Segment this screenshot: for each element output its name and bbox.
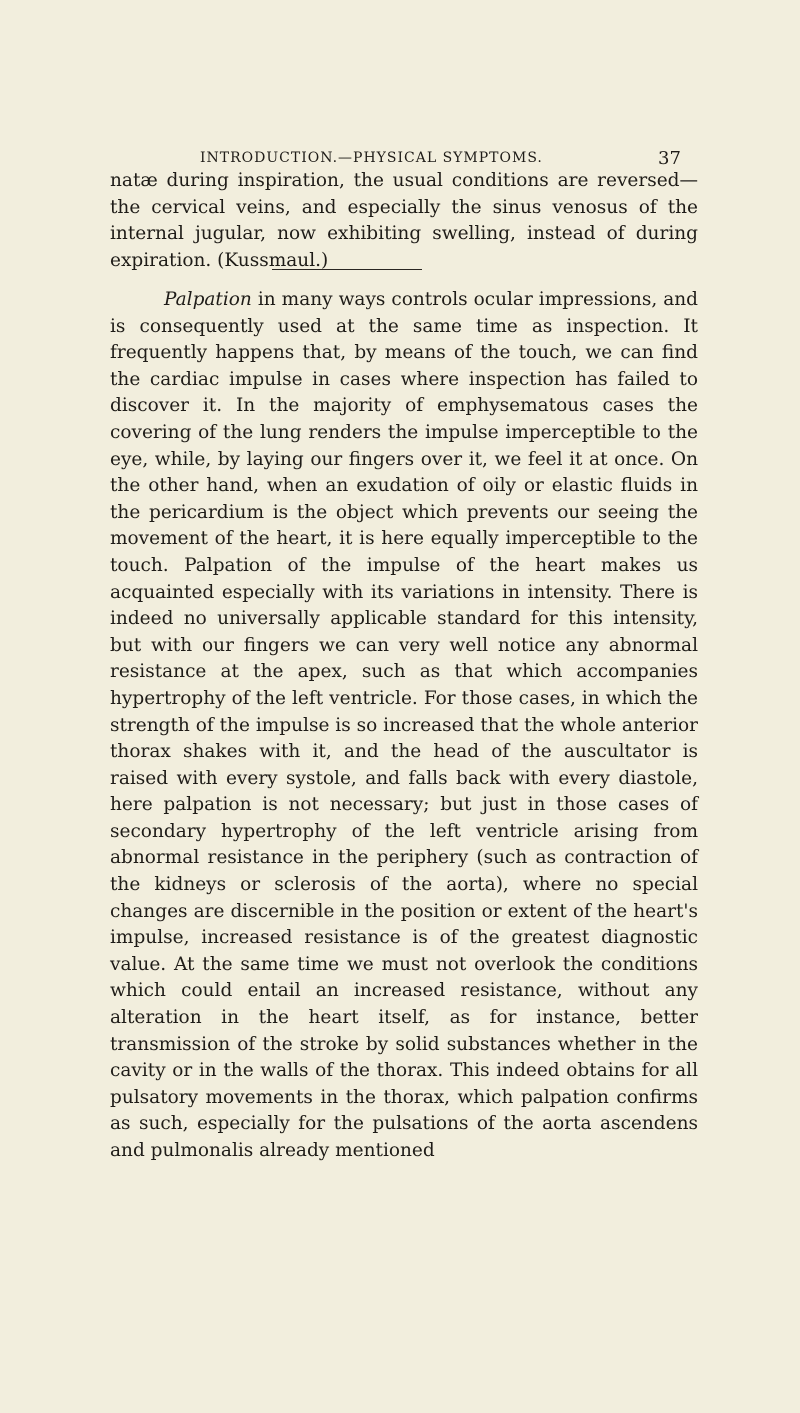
paragraph-text: in many ways controls ocular impressions, and is consequently used at the same time as inspection. It frequently happens that, by means of the touch, we can find the cardiac impulse in cases where inspection has failed to discover it. In the majority of emphysematous cases the covering of the lung renders the impulse imperceptible to the eye, while, by laying our fingers over it, we feel it at once. On the other hand, when an exudation of oily or elastic fluids in the pericardium is the object which prevents our seeing the movement of the heart, it is here equally imperceptible to the touch. Palpation of the impulse of the heart makes us acquainted especially with its variations in intensity. There is indeed no universally applicable standard for this intensity, but with our fingers we can very well notice any abnormal resistance at the apex, such as that which accompanies hypertrophy of the left ventricle. For those cases, in which the strength of the impulse is so increased that the whole anterior thorax shakes with it, and the head of the auscultator is raised with every systole, and falls back with every diastole, here palpation is not necessary; but just in those cases of secondary hypertrophy of the left ventricle arising from abnormal resistance in the periphery (such as contraction of the kidneys or sclerosis of the aorta), where no special changes are discernible in the position or extent of the heart's impulse, increased resistance is of the greatest diagnostic value. At the same time we must not overlook the conditions which could entail an increased resistance, without any alteration in the heart itself, as for instance, better transmission of the stroke by solid substances whether in the cavity or in the walls of the thorax. This indeed obtains for all pulsatory movements in the thorax, which palpation confirms as such, especially for the pulsations of the aorta ascendens and pulmonalis already mentioned <box>110 289 698 1161</box>
paragraph-body <box>110 287 698 1165</box>
paragraph-text: natæ during inspiration, the usual conditions are reversed—the cervical veins, and especially the sinus venosus of the internal jugular, now exhibiting swelling, instead of during expiration. (Kussmaul.) <box>110 170 698 271</box>
lead-term: Palpation <box>164 289 252 310</box>
page-number: 37 <box>658 148 681 169</box>
paragraph-palpation <box>110 287 698 1165</box>
running-title: INTRODUCTION.—PHYSICAL SYMPTOMS. <box>200 150 543 166</box>
section-divider <box>272 269 422 270</box>
paragraph-continuation <box>110 168 698 274</box>
